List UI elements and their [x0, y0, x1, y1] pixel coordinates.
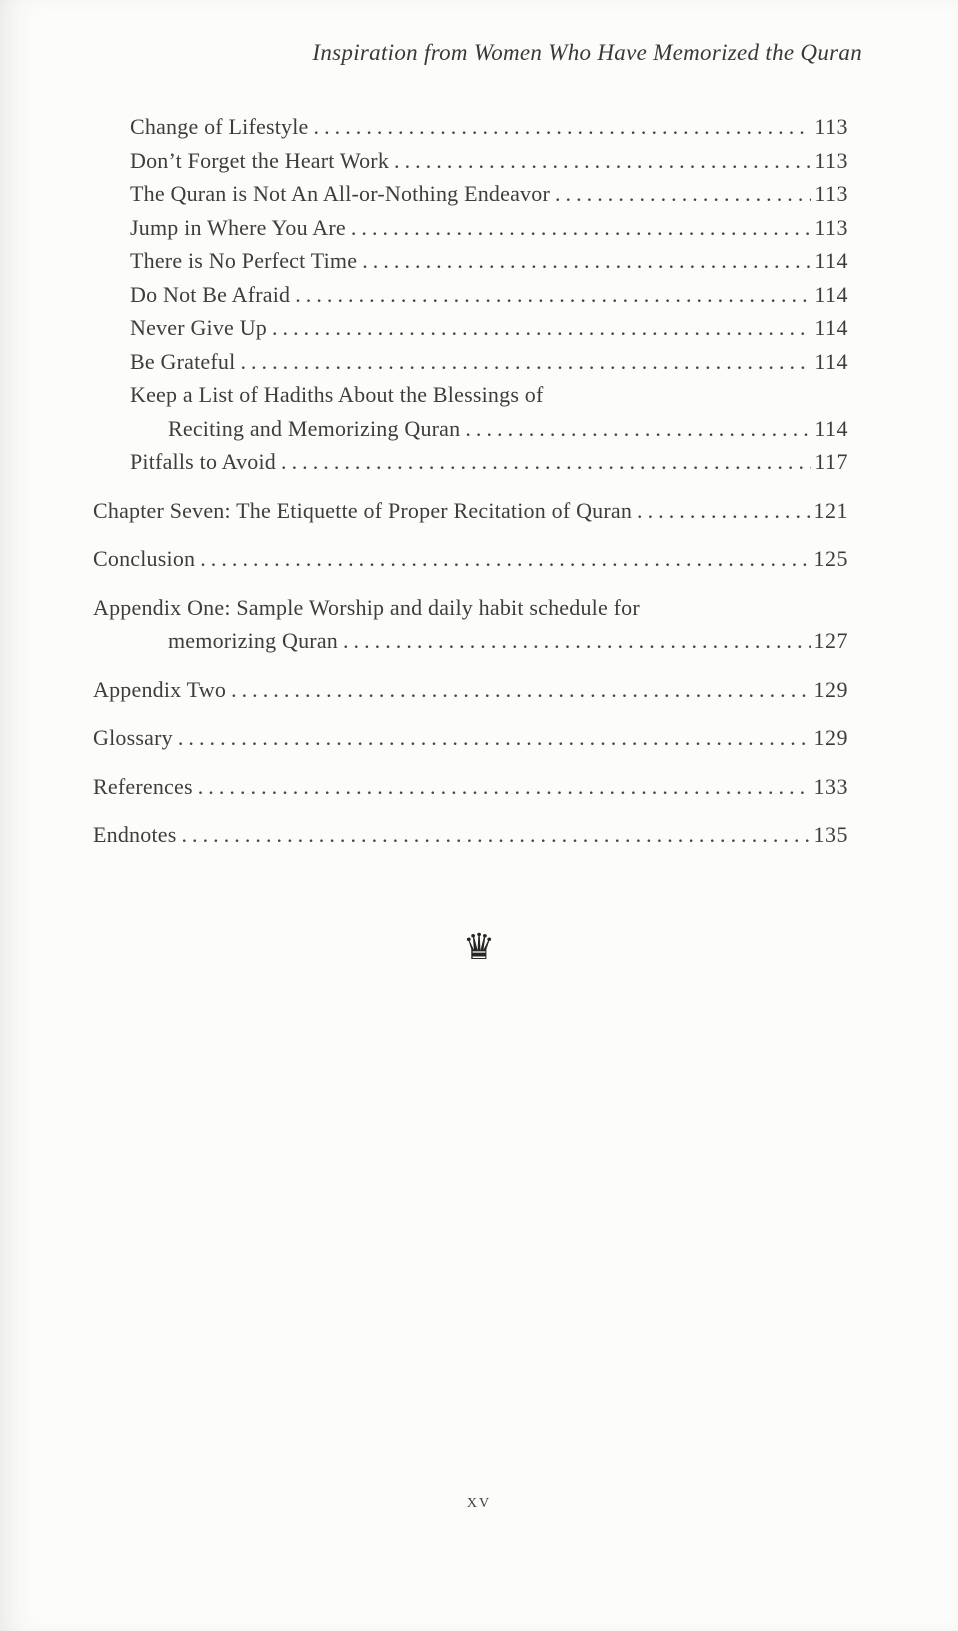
- toc-entry-label: Be Grateful: [130, 348, 236, 374]
- toc-line: [130, 110, 848, 144]
- toc-entry-label: The Quran is Not An All-or-Nothing Endeavor: [130, 181, 550, 206]
- toc-entry: [93, 445, 848, 479]
- toc-page-number: 114: [814, 348, 848, 374]
- toc-entry: [93, 721, 848, 755]
- toc-line: [130, 345, 848, 379]
- toc-line: [130, 311, 848, 345]
- toc-entry: [93, 770, 848, 804]
- toc-entry-label: Do Not Be Afraid: [130, 281, 291, 307]
- toc-page-number: 117: [814, 449, 848, 474]
- toc-page-number: 114: [814, 315, 848, 340]
- toc-page-number: 113: [814, 214, 848, 240]
- toc-line: [93, 818, 848, 852]
- toc-entry-label: Pitfalls to Avoid: [130, 449, 277, 474]
- toc-page-number: 125: [813, 546, 848, 571]
- toc-line: [130, 244, 848, 278]
- toc-entry-label: Jump in Where You Are: [130, 214, 346, 240]
- toc-line: [130, 412, 848, 446]
- toc-entry: [93, 494, 848, 528]
- toc-entry: [93, 311, 848, 345]
- toc-entry-label: There is No Perfect Time: [130, 248, 358, 273]
- toc-line: [130, 144, 848, 178]
- dot-leader: [295, 278, 811, 312]
- toc-line: [93, 494, 848, 528]
- crown-ornament-icon: [0, 928, 958, 968]
- toc-entry: [93, 345, 848, 379]
- footer-page-number: xv: [466, 1490, 492, 1512]
- toc-line: [93, 721, 848, 755]
- toc-line: [93, 624, 848, 658]
- toc-page-number: 114: [814, 281, 848, 307]
- toc-line: [130, 211, 848, 245]
- running-header: Inspiration from Women Who Have Memorized the Quran: [312, 40, 862, 65]
- toc-line: [130, 177, 848, 211]
- toc-entry-label: Glossary: [93, 725, 173, 750]
- crown-ornament-glyph: ♛: [462, 927, 496, 968]
- toc-page-number: 129: [813, 725, 848, 750]
- toc-page-number: 129: [813, 676, 848, 702]
- dot-leader: [281, 445, 811, 479]
- toc-entry: [93, 144, 848, 178]
- dot-leader: [240, 345, 811, 379]
- toc-entry: [93, 244, 848, 278]
- dot-leader: [178, 721, 811, 755]
- dot-leader: [272, 311, 811, 345]
- toc-entry-label: Conclusion: [93, 546, 196, 571]
- toc-page-number: 121: [813, 497, 848, 523]
- dot-leader: [637, 494, 810, 528]
- toc-entry-label: Change of Lifestyle: [130, 114, 309, 139]
- toc-entry: [93, 818, 848, 852]
- dot-leader: [231, 673, 810, 707]
- toc-entry: [93, 591, 848, 658]
- toc-entry: [93, 378, 848, 445]
- toc-line: [93, 673, 848, 707]
- toc-entry-label: Don’t Forget the Heart Work: [130, 147, 390, 173]
- toc-page-number: 133: [813, 773, 848, 799]
- toc-line: [130, 278, 848, 312]
- toc-line: [93, 542, 848, 576]
- toc-entry-label: Endnotes: [93, 822, 177, 847]
- toc-line: [93, 770, 848, 804]
- dot-leader: [343, 624, 811, 658]
- toc-page-number: 113: [814, 114, 848, 139]
- toc-page-number: 114: [814, 415, 848, 441]
- toc-line: [93, 591, 848, 625]
- toc-entry-label: memorizing Quran: [168, 628, 338, 653]
- dot-leader: [362, 244, 811, 278]
- toc-entry-label: Appendix One: Sample Worship and daily habit schedule for: [93, 594, 640, 620]
- toc-entry: [93, 542, 848, 576]
- dot-leader: [394, 144, 811, 178]
- dot-leader: [465, 412, 811, 446]
- toc-entry-label: Reciting and Memorizing Quran: [168, 415, 461, 441]
- dot-leader: [200, 542, 810, 576]
- toc-page-number: 113: [814, 147, 848, 173]
- toc-line: [130, 445, 848, 479]
- toc-page-number: 135: [813, 822, 848, 847]
- toc-entry: [93, 110, 848, 144]
- toc-entry: [93, 278, 848, 312]
- dot-leader: [351, 211, 811, 245]
- toc-page-number: 114: [814, 248, 848, 273]
- dot-leader: [198, 770, 811, 804]
- toc-entry-label: Keep a List of Hadiths About the Blessings of: [130, 382, 544, 407]
- dot-leader: [314, 110, 812, 144]
- toc-page-number: 127: [813, 628, 848, 653]
- toc-page-number: 113: [814, 181, 848, 206]
- toc-entry: [93, 177, 848, 211]
- toc-entry-label: Chapter Seven: The Etiquette of Proper Recitation of Quran: [93, 497, 633, 523]
- toc-entry-label: Never Give Up: [130, 315, 267, 340]
- toc-entry: [93, 211, 848, 245]
- toc-line: [130, 378, 848, 412]
- toc-entry: [93, 673, 848, 707]
- toc: [93, 110, 848, 852]
- dot-leader: [555, 177, 811, 211]
- toc-entry-label: References: [93, 773, 193, 799]
- dot-leader: [181, 818, 810, 852]
- toc-entry-label: Appendix Two: [93, 676, 227, 702]
